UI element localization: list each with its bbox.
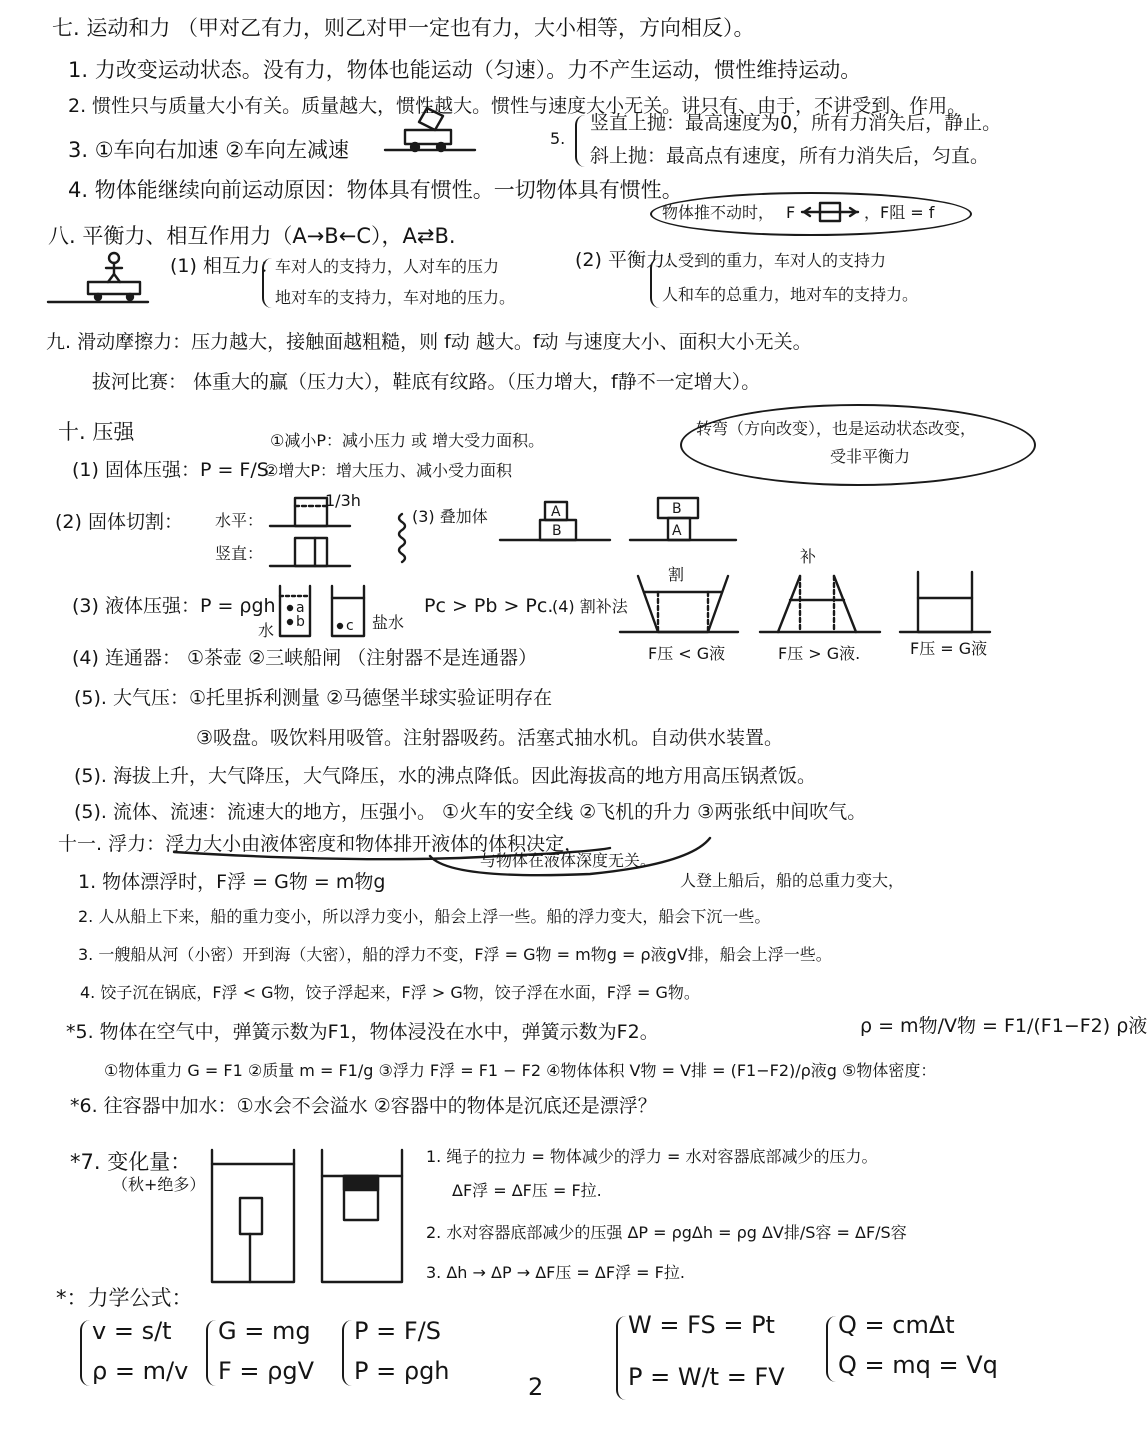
- formula-brace-1: [80, 1320, 92, 1386]
- s10-third-h: 1/3h: [325, 491, 361, 510]
- svg-text:c: c: [346, 618, 354, 634]
- formula-pressure: P = F/S: [354, 1317, 441, 1345]
- s10-compare-3: F压 = G液: [910, 639, 988, 658]
- svg-text:B: B: [552, 523, 562, 539]
- formula-fuel-heat: Q = mq = Vq: [838, 1351, 998, 1379]
- s9-line-1: 九. 滑动摩擦力：压力越大，接触面越粗糙，则 f动 越大。f动 与速度大小、面积大小无关。: [46, 331, 812, 353]
- s10-stack-label: (3) 叠加体: [412, 507, 488, 526]
- s10-salt-water-label: 盐水: [372, 613, 405, 632]
- formula-liquid-pressure: P = ρgh: [354, 1357, 450, 1385]
- bubble1-force-diagram: [800, 200, 860, 224]
- formula-buoyancy: F = ρgV: [218, 1357, 315, 1385]
- bubble1-equation: ，F阻 = f: [864, 203, 935, 222]
- s7-line-4: 4. 物体能继续向前运动原因：物体具有惯性。一切物体具有惯性。: [68, 178, 683, 202]
- svg-text:a: a: [296, 600, 305, 616]
- s10-connected-vessel: (4) 连通器： ①茶壶 ②三峡船闸 （注射器不是连通器）: [72, 647, 538, 669]
- formula-brace-3: [342, 1320, 354, 1386]
- formula-brace-5: [826, 1316, 838, 1382]
- formula-work: W = FS = Pt: [628, 1311, 775, 1339]
- section-8-title: 八. 平衡力、相互作用力（A→B←C），A⇄B.: [48, 224, 456, 248]
- cut-figures: [270, 491, 380, 574]
- cut-fill-containers: [620, 560, 1020, 640]
- s8-balance-a: 人受到的重力，车对人的支持力: [662, 251, 887, 270]
- bubble2-line-2: 受非平衡力: [830, 447, 911, 466]
- s10-solid-pressure: (1) 固体压强：P = F/S: [72, 459, 269, 481]
- s11-variation-2: 2. 水对容器底部减少的压强 ΔP = ρgΔh = ρg ΔV排/S容 = ΔF/S容: [426, 1223, 907, 1242]
- formula-velocity: v = s/t: [92, 1317, 172, 1345]
- s10-fill-word: 补: [800, 547, 817, 566]
- s11-density-formula: ρ = m物/V物 = F1/(F1−F2) ρ液: [860, 1015, 1147, 1037]
- s7-line-5b: 斜上抛：最高点有速度，所有力消失后，匀直。: [590, 145, 990, 167]
- formula-brace-4: [616, 1316, 628, 1400]
- s10-water-label: 水: [258, 621, 275, 640]
- bubble2-line-1: 转弯（方向改变），也是运动状态改变，: [696, 419, 977, 438]
- s7-line-3: 3. ①车向右加速 ②车向左减速: [68, 138, 350, 162]
- section-11-title: 十一. 浮力：浮力大小由液体密度和物体排开液体的体积决定，: [58, 833, 584, 855]
- s10-altitude: (5). 海拔上升，大气降压，大气降压，水的沸点降低。因此海拔高的地方用高压锅煮饭。: [74, 765, 816, 787]
- s10-atmosphere-2: ③吸盘。吸饮料用吸管。注射器吸药。活塞式抽水机。自动供水装置。: [196, 727, 784, 749]
- s10-compare-2: F压 > G液.: [778, 644, 861, 663]
- s11-line-1-right: 人登上船后，船的总重力变大，: [680, 871, 905, 890]
- section-7-title: 七. 运动和力 （甲对乙有力，则乙对甲一定也有力，大小相等，方向相反）。: [52, 16, 755, 40]
- s11-line-7b: （秋+绝多）: [112, 1175, 206, 1194]
- s11-line-1: 1. 物体漂浮时，F浮 = G物 = m物g: [78, 871, 386, 893]
- svg-text:A: A: [672, 523, 682, 539]
- formula-heat: Q = cmΔt: [838, 1311, 955, 1339]
- page-number: 2: [528, 1373, 544, 1401]
- s11-variation-3: 3. Δh → ΔP → ΔF压 = ΔF浮 = F拉.: [426, 1263, 685, 1282]
- s11-line-5b: ①物体重力 G = F1 ②质量 m = F1/g ③浮力 F浮 = F1 − F2 ④物体体积 V物 = V排 = (F1−F2)/ρ液g ⑤物体密度：: [104, 1061, 937, 1080]
- s10-compare-1: F压 < G液: [648, 644, 726, 663]
- s10-cut-fill-label: (4) 割补法: [552, 597, 628, 616]
- s10-cut-word: 割: [668, 565, 685, 584]
- bubble1-force-label: F: [786, 203, 796, 222]
- s9-line-2: 拔河比赛： 体重大的赢（压力大），鞋底有纹路。（压力增大，f静不一定增大）。: [92, 371, 761, 393]
- s7-brace: [575, 115, 587, 167]
- s8-mutual-a: 车对人的支持力，人对车的压力: [275, 257, 500, 276]
- s10-fluid-flow: (5). 流体、流速：流速大的地方，压强小。 ①火车的安全线 ②飞机的升力 ③两张纸中间吹气。: [74, 801, 867, 823]
- formula-density: ρ = m/v: [92, 1357, 189, 1385]
- svg-text:b: b: [296, 614, 305, 630]
- formulas-title: *：力学公式：: [56, 1286, 193, 1310]
- bubble1-text: 物体推不动时，: [662, 203, 775, 222]
- formula-power: P = W/t = FV: [628, 1363, 785, 1391]
- s11-line-4: 4. 饺子沉在锅底，F浮 < G物，饺子浮起来，F浮 > G物，饺子浮在水面，F浮 = G物。: [80, 983, 700, 1002]
- formula-gravity: G = mg: [218, 1317, 311, 1345]
- liquid-containers: [274, 584, 374, 640]
- person-on-cart-figure: [48, 250, 148, 306]
- svg-text:B: B: [672, 501, 682, 517]
- section-10-title: 十. 压强: [58, 420, 135, 444]
- change-quantity-containers: [210, 1146, 410, 1286]
- s8-balance-label: (2) 平衡力：: [575, 249, 684, 271]
- s10-liquid-pressure: (3) 液体压强：P = ρgh: [72, 595, 276, 617]
- s8-brace-2: [650, 258, 662, 308]
- s10-cut-horizontal: 水平：: [215, 511, 264, 530]
- s7-line-2: 2. 惯性只与质量大小有关。质量越大，惯性越大。惯性与速度大小无关。讲只有、由于，不讲受到、作用。: [68, 95, 967, 117]
- stacked-blocks-figures: [500, 496, 740, 544]
- cart-figure: [385, 104, 475, 156]
- s10-solid-cut: (2) 固体切割：: [55, 511, 183, 533]
- s10-reduce-p: ①减小P：减小压力 或 增大受力面积。: [270, 431, 545, 450]
- s10-pressure-order: Pc > Pb > Pc.: [424, 595, 554, 617]
- s11-line-6: *6. 往容器中加水：①水会不会溢水 ②容器中的物体是沉底还是漂浮？: [70, 1095, 657, 1117]
- s8-mutual-label: (1) 相互力：: [170, 255, 279, 277]
- s11-variation-1: 1. 绳子的拉力 = 物体减少的浮力 = 水对容器底部减少的压力。: [426, 1147, 878, 1166]
- s11-note: 与物体在液体深度无关。: [480, 851, 657, 870]
- s10-increase-p: ②增大P：增大压力、减小受力面积: [264, 461, 512, 480]
- s8-balance-b: 人和车的总重力，地对车的支持力。: [662, 285, 919, 304]
- s11-variation-1b: ΔF浮 = ΔF压 = F拉.: [452, 1181, 602, 1200]
- s11-line-5: *5. 物体在空气中，弹簧示数为F1，物体浸没在水中，弹簧示数为F2。: [66, 1021, 659, 1043]
- s7-line-1: 1. 力改变运动状态。没有力，物体也能运动（匀速）。力不产生运动，惯性维持运动。: [68, 58, 862, 82]
- s7-item-5-num: 5.: [550, 129, 566, 148]
- s10-atmosphere-1: (5). 大气压：①托里拆利测量 ②马德堡半球实验证明存在: [74, 687, 553, 709]
- s11-line-7: *7. 变化量：: [70, 1150, 192, 1174]
- s8-mutual-b: 地对车的支持力，车对地的压力。: [275, 288, 516, 307]
- formula-brace-2: [206, 1320, 218, 1386]
- s10-cut-vertical: 竖直：: [215, 544, 264, 563]
- s7-line-5a: 竖直上抛：最高速度为0，所有力消失后，静止。: [590, 112, 1002, 134]
- svg-text:A: A: [551, 504, 561, 520]
- s8-brace-1: [262, 258, 274, 308]
- s11-line-2: 2. 人从船上下来，船的重力变小，所以浮力变小，船会上浮一些。船的浮力变大，船会下沉一些。: [78, 907, 771, 926]
- s11-line-3: 3. 一艘船从河（小密）开到海（大密），船的浮力不变，F浮 = G物 = m物g = ρ液gV排，船会上浮一些。: [78, 945, 832, 964]
- bubble-turning: [680, 404, 1036, 486]
